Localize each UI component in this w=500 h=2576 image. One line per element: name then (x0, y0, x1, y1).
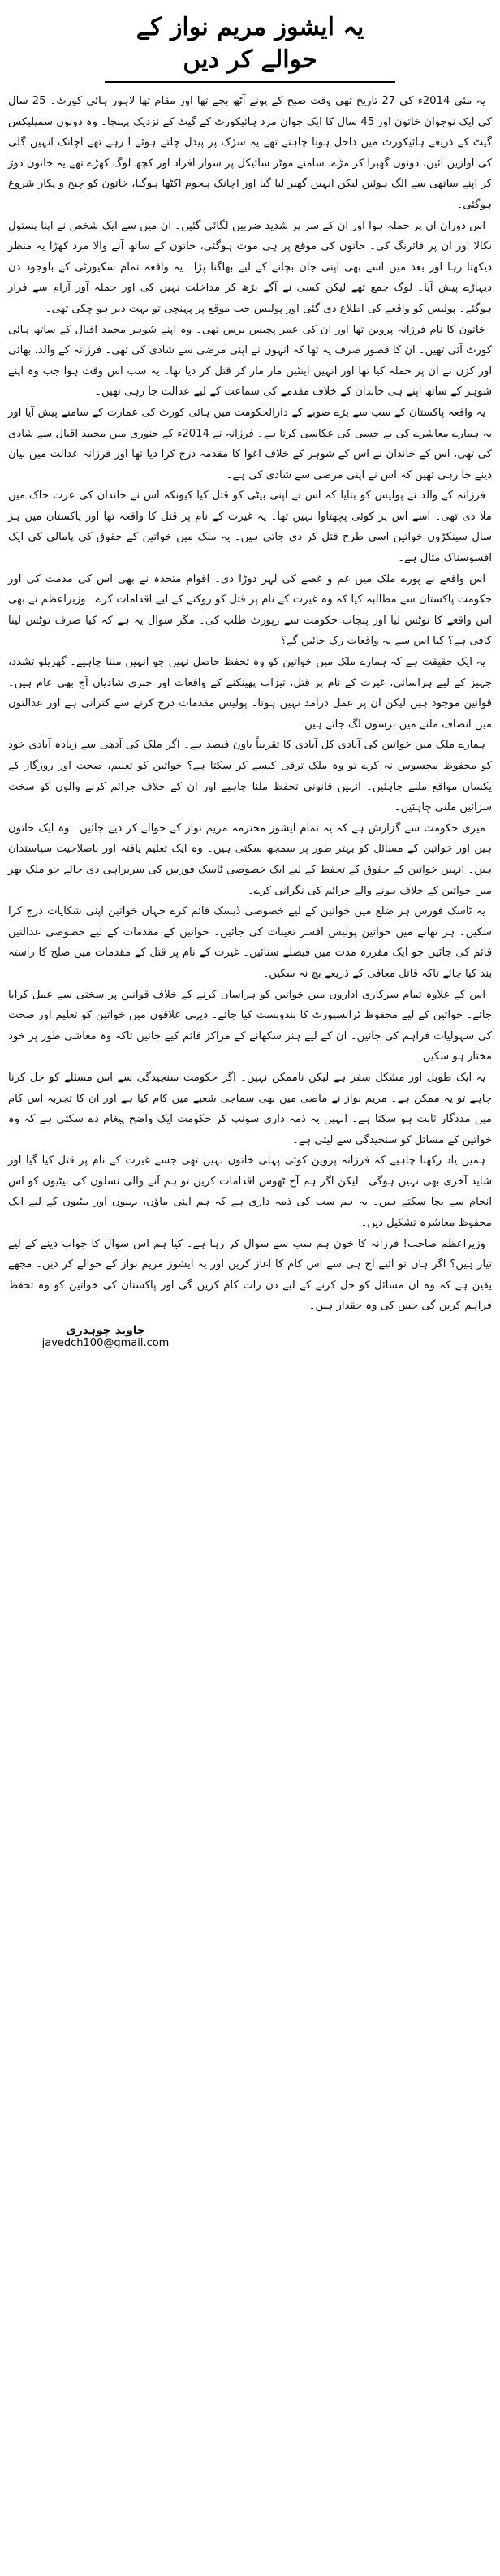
article-paragraph: اس واقعے نے پورے ملک میں غم و غصے کی لہر دوڑا دی۔ اقوام متحدہ نے بھی اس کی مذمت کی اور حکومت پاکستان سے مطالبہ کیا کہ وہ غیرت کے نام پر قتل کو روکنے کے لیے اقدامات کرے۔ وزیراعظم نے بھی اس واقعے کا نوٹس لیا اور پنجاب حکومت سے رپورٹ طلب کی۔ مگر سوال یہ ہے کہ کیا صرف نوٹس لینا کافی ہے؟ کیا اس سے یہ واقعات رک جائیں گے؟ (8, 572, 492, 648)
article-paragraph: اس دوران ان پر حملہ ہوا اور ان کے سر پر شدید ضربیں لگائی گئیں۔ ان میں سے ایک شخص نے اپنا پستول نکالا اور ان پر فائرنگ کی۔ خاتون کی موقع پر ہی موت ہوگئی، خاتون کے ساتھ آنے والا مرد کھڑا یہ منظر دیکھتا رہا اور بعد میں اسے بھی اپنی جان بچانے کے لیے بھاگنا پڑا۔ یہ واقعہ تمام سکیورٹی کے باوجود دن دیہاڑے پیش آیا۔ لوگ جمع تھے لیکن کسی نے آگے بڑھ کر مداخلت نہیں کی اور حملہ آور آرام سے فرار ہوگئے۔ پولیس کو واقعے کی اطلاع دی گئی اور پولیس جب موقع پر پہنچی تو بہت دیر ہو چکی تھی۔ (8, 219, 492, 315)
article-paragraph: یہ واقعہ پاکستان کے سب سے بڑے صوبے کے دارالحکومت میں ہائی کورٹ کی عمارت کے سامنے پیش آیا اور یہ ہمارے معاشرے کی بے حسی کی عکاسی کرتا ہے۔ فرزانہ نے 2014ء کے جنوری میں محمد اقبال سے شادی کی تھی، اس کے خاندان نے اس کے شوہر کے خلاف اغوا کا مقدمہ درج کرا دیا تھا اور فرزانہ عدالت میں بیان دینے جا رہی تھیں کہ اس نے اپنی مرضی سے شادی کی ہے۔ (8, 406, 492, 481)
article-paragraph: ہمیں یاد رکھنا چاہیے کہ فرزانہ پروین کوئی پہلی خاتون نہیں تھی جسے غیرت کے نام پر قتل کیا گیا اور شاید آخری بھی نہیں ہوگی۔ لیکن اگر ہم آج ٹھوس اقدامات کریں تو ہم آنے والی نسلوں کی بیٹیوں کو اس انجام سے بچا سکتے ہیں۔ یہ ہم سب کی ذمہ داری ہے کہ ہم اپنی ماؤں، بہنوں اور بیٹیوں کے لیے ایک محفوظ معاشرہ تشکیل دیں۔ (8, 1154, 492, 1230)
article-paragraph: وزیراعظم صاحب! فرزانہ کا خون ہم سب سے سوال کر رہا ہے۔ کیا ہم اس سوال کا جواب دینے کے لیے تیار ہیں؟ اگر ہاں تو آئیے آج ہی سے اس کام کا آغاز کریں اور یہ ایشوز مریم نواز کے حوالے کر دیں۔ مجھے یقین ہے کہ وہ ان مسائل کو حل کرنے کے لیے دن رات کام کریں گی اور پاکستان کی خواتین کو وہ تحفظ فراہم کریں گی جس کی وہ حقدار ہیں۔ (8, 1237, 492, 1313)
author-name: جاوید چوہدری (65, 1324, 146, 1338)
author-signature (8, 1322, 492, 1349)
article-paragraph: یہ مئی 2014ء کی 27 تاریخ تھی وقت صبح کے پونے آٹھ بجے تھا اور مقام تھا لاہور ہائی کورٹ۔ 25 سال کی ایک نوجوان خاتون اور 45 سال کا ایک جوان مرد ہائیکورٹ کے گیٹ کے نزدیک پہنچا۔ وہ دونوں سمپلیکس گیٹ کے ذریعے ہائیکورٹ میں داخل ہونا چاہتے تھے یہ سڑک پر پیدل چلتے ہوئے آ رہے تھے اچانک انہیں گلی کی آوازیں آئیں، دونوں گھبرا کر مڑے، سامنے موٹر سائیکل پر سوار افراد اور کچھ لوگ کھڑے تھے یہ خاتون دوڑ کر اپنے ساتھی سے الگ ہوئیں لیکن انہیں گھیر لیا گیا اور اچانک ہجوم اکٹھا ہوگیا، خاتون کو چیخ و پکار شروع ہوگئی۔ (8, 95, 492, 211)
article-paragraph: میری حکومت سے گزارش ہے کہ یہ تمام ایشوز محترمہ مریم نواز کے حوالے کر دیے جائیں۔ وہ ایک خاتون ہیں اور خواتین کے مسائل کو بہتر طور پر سمجھ سکتی ہیں۔ وہ ایک تعلیم یافتہ اور باصلاحیت سیاستدان ہیں۔ انہیں خواتین کے حقوق کے تحفظ کے لیے ایک خصوصی ٹاسک فورس کی سربراہی دی جائے جو ملک بھر میں خواتین کے خلاف ہونے والے جرائم کی نگرانی کرے۔ (8, 822, 492, 897)
article-paragraph: یہ ایک طویل اور مشکل سفر ہے لیکن ناممکن نہیں۔ اگر حکومت سنجیدگی سے اس مسئلے کو حل کرنا چاہے تو یہ ممکن ہے۔ مریم نواز نے ماضی میں بھی سماجی شعبے میں کام کیا ہے اور ان کا تجربہ اس کام میں مددگار ثابت ہو سکتا ہے۔ انہیں یہ ذمہ داری سونپ کر حکومت ایک واضح پیغام دے سکتی ہے کہ وہ خواتین کے مسائل کو سنجیدگی سے لیتی ہے۔ (8, 1071, 492, 1146)
article-paragraph: اس کے علاوہ تمام سرکاری اداروں میں خواتین کو ہراساں کرنے کے خلاف قوانین پر سختی سے عمل کرایا جائے۔ خواتین کے لیے محفوظ ٹرانسپورٹ کا بندوبست کیا جائے۔ دیہی علاقوں میں خواتین کو تعلیم اور صحت کی سہولیات فراہم کی جائیں۔ ان کے لیے ہنر سکھانے کے مراکز قائم کیے جائیں تاکہ وہ معاشی طور پر خود مختار ہو سکیں۔ (8, 988, 492, 1064)
article-paragraph: خاتون کا نام فرزانہ پروین تھا اور ان کی عمر پچیس برس تھی۔ وہ اپنے شوہر محمد اقبال کے ساتھ ہائی کورٹ آئی تھیں۔ ان کا قصور صرف یہ تھا کہ انہوں نے اپنی مرضی سے شادی کی تھی۔ فرزانہ کے والد، بھائی اور کزن نے ان پر حملہ کیا تھا اور انہیں اینٹیں مار مار کر قتل کر دیا تھا۔ یہ سب اس وقت ہوا جب وہ اپنے شوہر کے ساتھ اپنے ہی خاندان کے خلاف مقدمے کی سماعت کے لیے عدالت جا رہی تھیں۔ (8, 323, 492, 399)
article-paragraph: ہمارے ملک میں خواتین کی آبادی کل آبادی کا تقریباً باون فیصد ہے۔ اگر ملک کی آدھی سے زیادہ آبادی خود کو محفوظ محسوس نہ کرے تو وہ ملک ترقی کیسے کر سکتا ہے؟ خواتین کو تعلیم، صحت اور روزگار کے یکساں مواقع ملنے چاہئیں۔ انہیں قانونی تحفظ ملنا چاہیے اور ان کے خلاف جرائم کرنے والوں کو سخت سزائیں ملنی چاہئیں۔ (8, 739, 492, 814)
article-paragraph: یہ ٹاسک فورس ہر ضلع میں خواتین کے لیے خصوصی ڈیسک قائم کرے جہاں خواتین اپنی شکایات درج کرا سکیں۔ ہر تھانے میں خواتین پولیس افسر تعینات کی جائیں۔ خواتین کے مقدمات کے لیے خصوصی عدالتیں قائم کی جائیں جو ایک مقررہ مدت میں فیصلے سنائیں۔ غیرت کے نام پر قتل کے مقدمات میں صلح کا راستہ بند کیا جائے تاکہ قاتل معافی کے ذریعے بچ نہ سکیں۔ (8, 905, 492, 980)
article-body (8, 91, 492, 1317)
article-paragraph: فرزانہ کے والد نے پولیس کو بتایا کہ اس نے اپنی بیٹی کو قتل کیا کیونکہ اس نے خاندان کی عزت خاک میں ملا دی تھی۔ اسے اس پر کوئی پچھتاوا نہیں تھا۔ یہ غیرت کے نام پر قتل کا واقعہ تھا اور پاکستان میں ہر سال سینکڑوں خواتین اسی طرح قتل کر دی جاتی ہیں۔ یہ ملک میں خواتین کے حقوق کی پامالی کی ایک افسوسناک مثال ہے۔ (8, 490, 492, 565)
article-paragraph: یہ ایک حقیقت ہے کہ ہمارے ملک میں خواتین کو وہ تحفظ حاصل نہیں جو انہیں ملنا چاہیے۔ گھریلو تشدد، جہیز کے لیے ہراسانی، غیرت کے نام پر قتل، تیزاب پھینکنے کے واقعات اور جبری شادیاں آج بھی عام ہیں۔ قوانین موجود ہیں لیکن ان پر عمل درآمد نہیں ہوتا۔ پولیس مقدمات درج کرنے سے کتراتی ہے اور عدالتوں میں انصاف ملنے میں برسوں لگ جاتے ہیں۔ (8, 656, 492, 731)
article-headline: یہ ایشوز مریم نواز کے حوالے کر دیں (105, 6, 395, 83)
author-email: javedch100@gmail.com (41, 1337, 170, 1350)
